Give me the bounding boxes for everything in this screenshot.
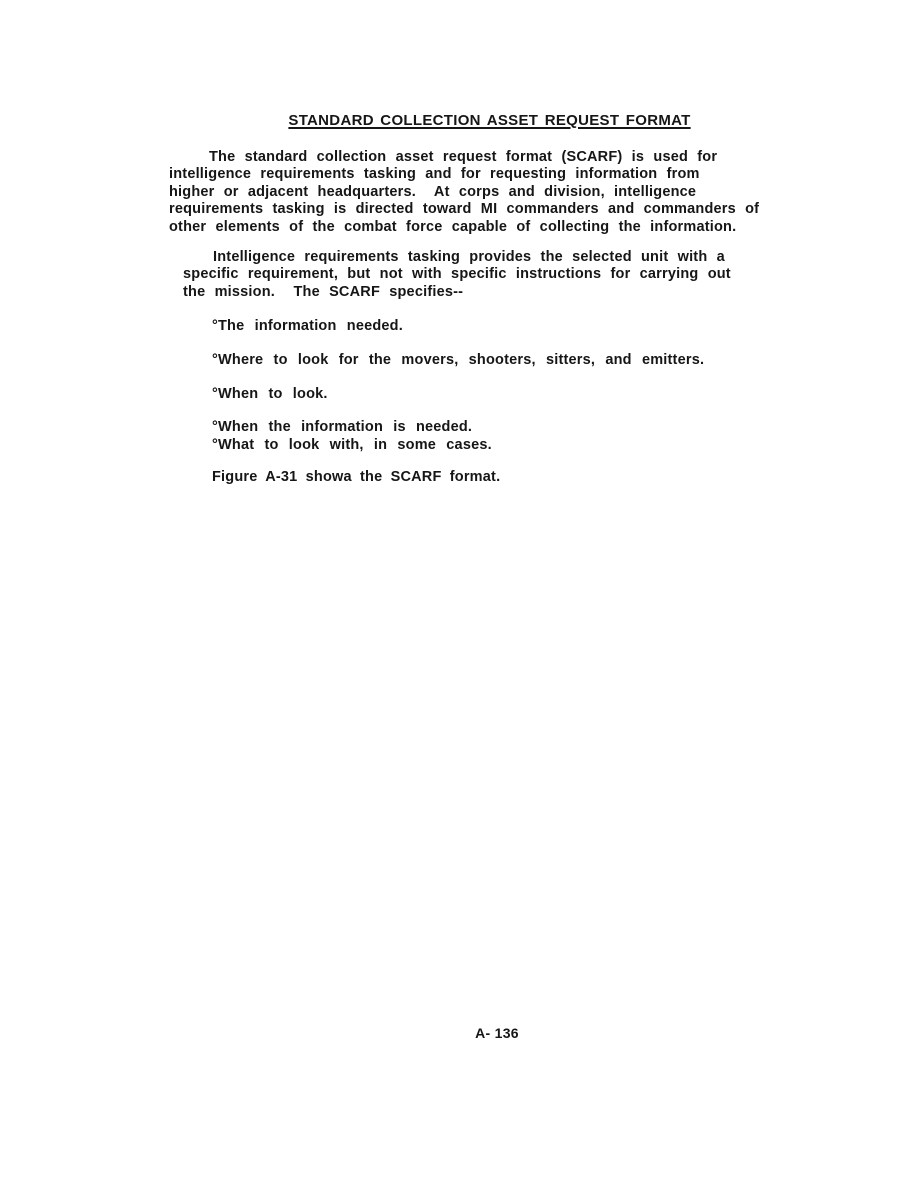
paragraph-line: other elements of the combat force capable of collecting the information. (169, 218, 737, 235)
bullet-item: °When to look. (212, 386, 328, 402)
paragraph-line: higher or adjacent headquarters. At corps and division, intelligence (169, 183, 697, 200)
paragraph-1 (169, 149, 759, 236)
document-title: STANDARD COLLECTION ASSET REQUEST FORMAT (288, 112, 691, 129)
paragraph-2 (183, 249, 731, 301)
paragraph-line: The standard collection asset request format (SCARF) is used for (209, 149, 718, 165)
paragraph-line: Intelligence requirements tasking provides the selected unit with a (213, 249, 725, 265)
paragraph-line: requirements tasking is directed toward MI commanders and commanders of (169, 201, 760, 218)
bullet-item: °Where to look for the movers, shooters, sitters, and emitters. (212, 352, 705, 368)
bullet-item: °What to look with, in some cases. (212, 437, 492, 453)
page-number: A- 136 (475, 1025, 519, 1041)
paragraph-line: intelligence requirements tasking and for requesting information from (169, 166, 700, 183)
paragraph-line: the mission. The SCARF specifies-- (183, 283, 464, 300)
figure-caption: Figure A-31 showa the SCARF format. (212, 469, 501, 485)
bullet-item: °When the information is needed. (212, 419, 473, 435)
paragraph-line: specific requirement, but not with specific instructions for carrying out (183, 266, 731, 283)
bullet-item: °The information needed. (212, 318, 403, 334)
